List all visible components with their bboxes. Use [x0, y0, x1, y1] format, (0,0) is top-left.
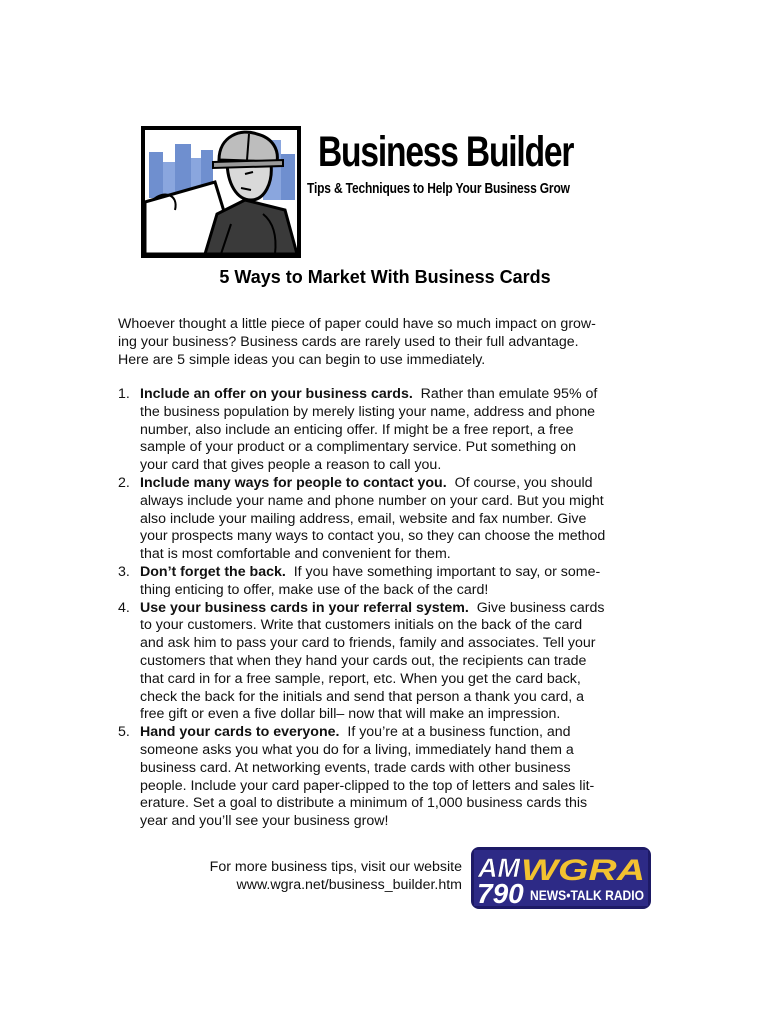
item-number: 1. — [118, 386, 130, 402]
item-text: customers that when they hand your cards out, the recipients can trade — [140, 652, 587, 669]
website-footer — [190, 858, 462, 894]
article-title: 5 Ways to Market With Business Cards — [219, 267, 551, 287]
item-number: 5. — [118, 724, 130, 741]
list-item — [118, 475, 643, 564]
item-text: If you’re at a business function, and — [347, 724, 571, 741]
intro-line: Here are 5 simple ideas you can begin to use immediately. — [118, 351, 486, 368]
item-text: If you have something important to say, or some- — [293, 563, 601, 580]
item-text: sample of your product or a complimentary service. Put something on — [140, 439, 577, 456]
list-item — [118, 564, 643, 600]
item-text: number, also include an enticing offer. If might be a free report, a free — [140, 421, 574, 438]
item-text: your prospects many ways to contact you, so they can choose the method — [140, 528, 606, 545]
item-number: 4. — [118, 599, 130, 616]
item-text: business card. At networking events, trade cards with other business — [140, 759, 571, 776]
item-text: check the back for the initials and send that person a thank you card, a — [140, 688, 585, 705]
station-am: AM — [478, 853, 520, 883]
item-number: 3. — [118, 563, 130, 580]
newsletter-title: Business Builder — [318, 128, 574, 176]
item-heading: Don’t forget the back. — [140, 563, 286, 580]
list-item — [118, 600, 643, 725]
item-heading: Include an offer on your business cards. — [140, 386, 413, 402]
list-item — [118, 386, 643, 475]
header — [141, 126, 641, 258]
item-text: your card that gives people a reason to call you. — [140, 457, 442, 474]
item-text: and ask him to pass your card to friends, family and associates. Tell your — [140, 635, 596, 652]
intro-line: ing your business? Business cards are rarely used to their full advantage. — [118, 333, 579, 350]
station-call-letters: WGRA — [521, 854, 645, 887]
construction-worker-illustration-icon — [141, 126, 301, 258]
item-text: always include your name and phone number on your card. But you might — [140, 492, 604, 509]
item-heading: Use your business cards in your referral system. — [140, 599, 469, 616]
article-intro — [118, 316, 643, 369]
item-text: people. Include your card paper-clipped to the top of letters and sales lit- — [140, 777, 595, 794]
item-text: also include your mailing address, email, website and fax number. Give — [140, 510, 587, 527]
item-text: to your customers. Write that customers initials on the back of the card — [140, 617, 583, 634]
item-text: erature. Set a goal to distribute a minimum of 1,000 business cards this — [140, 795, 588, 812]
intro-line: Whoever thought a little piece of paper could have so much impact on grow- — [118, 316, 596, 332]
station-frequency: 790 — [477, 878, 524, 909]
item-text: free gift or even a five dollar bill– now that will make an impression. — [140, 706, 561, 723]
item-heading: Hand your cards to everyone. — [140, 724, 340, 741]
newsletter-subtitle: Tips & Techniques to Help Your Business Grow — [307, 180, 570, 197]
item-text: someone asks you what you do for a living, immediately hand them a — [140, 741, 574, 758]
station-tagline: NEWS•TALK RADIO — [530, 887, 645, 903]
item-text: Of course, you should — [454, 474, 593, 491]
list-item — [118, 724, 643, 831]
item-text: thing enticing to offer, make use of the back of the card! — [140, 581, 489, 598]
item-heading: Include many ways for people to contact you. — [140, 474, 447, 491]
item-text: that is most comfortable and convenient for them. — [140, 546, 451, 563]
item-text: Rather than emulate 95% of — [420, 386, 598, 402]
footer-text: For more business tips, visit our website — [209, 859, 462, 875]
item-text: Give business cards — [476, 599, 605, 616]
item-text: the business population by merely listing your name, address and phone — [140, 403, 596, 420]
radio-station-logo — [471, 847, 651, 909]
website-link[interactable]: www.wgra.net/business_builder.htm — [236, 877, 462, 893]
ideas-list — [118, 386, 643, 831]
item-text: that card in for a free sample, report, etc. When you get the card back, — [140, 670, 581, 687]
item-text: year and you’ll see your business grow! — [140, 813, 389, 830]
item-number: 2. — [118, 474, 130, 491]
